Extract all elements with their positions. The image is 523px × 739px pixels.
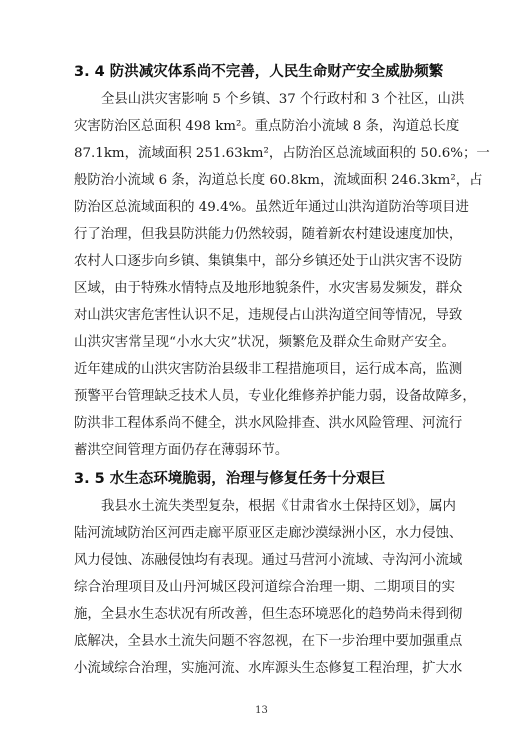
paragraph-line: 我县水土流失类型复杂，根据《甘肃省水土保持区划》，属内	[101, 499, 456, 514]
paragraph-line: 灾害防治区总面积 498 km²。重点防治小流域 8 条，沟道总长度	[74, 119, 460, 134]
paragraph-line: 般防治小流域 6 条，沟道总长度 60.8km，流域面积 246.3km²，占	[74, 173, 483, 188]
page-number: 13	[255, 705, 268, 716]
paragraph-line: 对山洪灾害危害性认识不足，违规侵占山洪沟道空间等情况，导致	[74, 308, 463, 323]
paragraph-line: 综合治理项目及山丹河城区段河道综合治理一期、二期项目的实	[74, 580, 455, 595]
paragraph-line: 近年建成的山洪灾害防治县级非工程措施项目，运行成本高，监测	[74, 362, 463, 377]
paragraph-line: 防治区总流域面积的 49.4%。虽然近年通过山洪沟道防治等项目进	[74, 200, 469, 215]
paragraph-line: 全县山洪灾害影响 5 个乡镇、37 个行政村和 3 个社区，山洪	[101, 92, 465, 107]
paragraph-line: 农村人口逐步向乡镇、集镇集中，部分乡镇还处于山洪灾害不设防	[74, 254, 463, 269]
paragraph-line: 底解决，全县水土流失问题不容忽视，在下一步治理中要加强重点	[74, 634, 463, 649]
paragraph-line: 风力侵蚀、冻融侵蚀均有表现。通过马营河小流域、寺沟河小流域	[74, 553, 463, 568]
paragraph-line: 预警平台管理缺乏技术人员，专业化维修养护能力弱，设备故障多，	[74, 389, 476, 404]
section-3-5-heading: 3. 5 水生态环境脆弱，治理与修复任务十分艰巨	[74, 471, 386, 487]
section-3-4-heading: 3. 4 防洪减灾体系尚不完善，人民生命财产安全威胁频繁	[74, 64, 444, 80]
paragraph-line: 山洪灾害常呈现“小水大灾”状况，频繁危及群众生命财产安全。	[74, 335, 455, 350]
paragraph-line: 施，全县水生态状况有所改善，但生态环境恶化的趋势尚未得到彻	[74, 607, 463, 622]
paragraph-line: 87.1km，流域面积 251.63km²，占防治区总流域面积的 50.6%；一	[74, 146, 490, 161]
paragraph-line: 行了治理，但我县防洪能力仍然较弱，随着新农村建设速度加快，	[74, 227, 463, 242]
paragraph-line: 蓄洪空间管理方面仍存在薄弱环节。	[74, 443, 289, 458]
paragraph-line: 小流域综合治理，实施河流、水库源头生态修复工程治理，扩大水	[74, 661, 463, 676]
paragraph-line: 防洪非工程体系尚不健全，洪水风险排查、洪水风险管理、河流行	[74, 416, 463, 431]
paragraph-line: 区域，由于特殊水情特点及地形地貌条件，水灾害易发频发，群众	[74, 281, 463, 296]
paragraph-line: 陆河流域防治区河西走廊平原亚区走廊沙漠绿洲小区，水力侵蚀、	[74, 526, 463, 541]
